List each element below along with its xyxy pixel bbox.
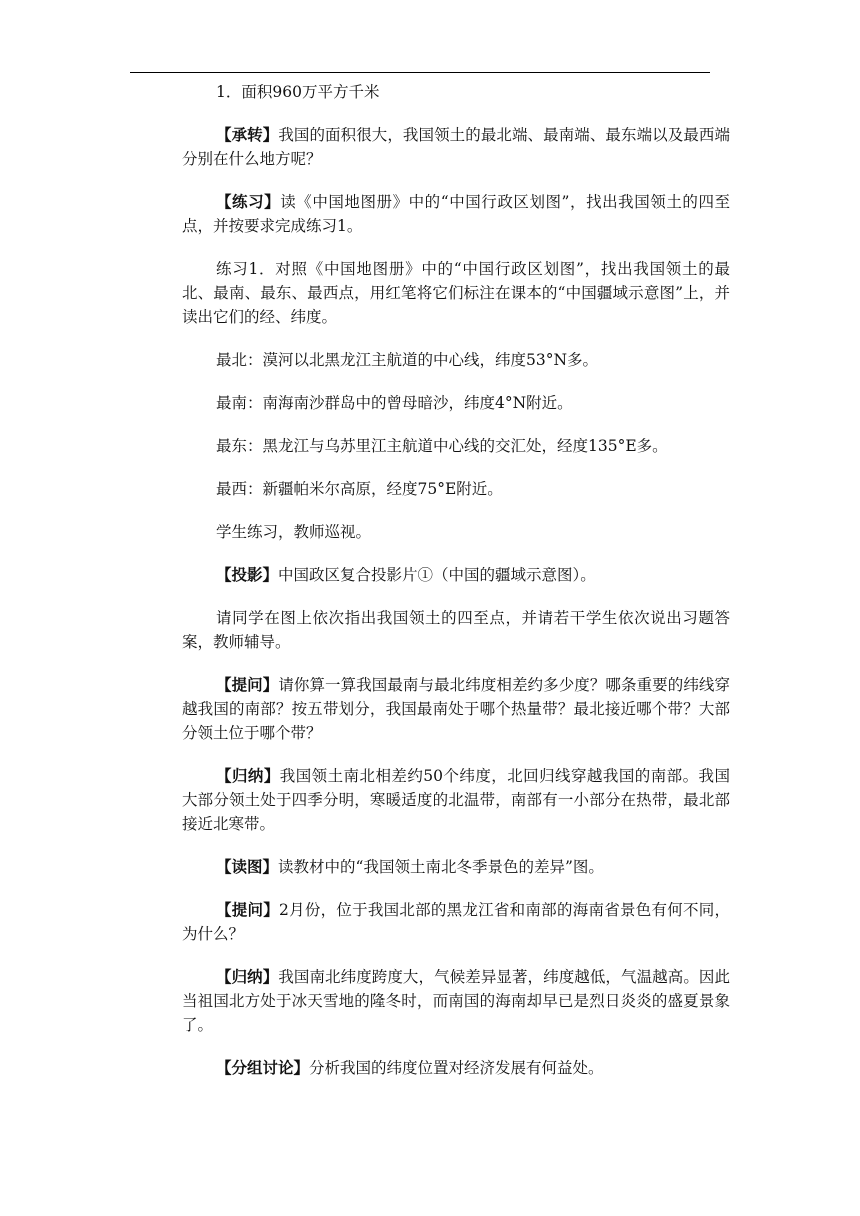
paragraph-text: 最北：漠河以北黑龙江主航道的中心线，纬度53°N多。 bbox=[216, 351, 599, 369]
paragraph-tag: 【提问】 bbox=[216, 900, 280, 919]
paragraph-student-practice bbox=[182, 520, 730, 544]
paragraph-text: 学生练习，教师巡视。 bbox=[216, 523, 372, 541]
paragraph-projection bbox=[182, 563, 730, 587]
paragraph-tag: 【提问】 bbox=[216, 675, 279, 694]
paragraph-tag: 【投影】 bbox=[216, 565, 279, 584]
paragraph-southmost bbox=[182, 391, 730, 415]
paragraph-area bbox=[182, 80, 730, 104]
paragraph-northmost bbox=[182, 348, 730, 372]
paragraph-question-latitude bbox=[182, 673, 730, 745]
document-body bbox=[182, 80, 730, 1099]
paragraph-group-discussion bbox=[182, 1056, 730, 1080]
paragraph-text: 读《中国地图册》中的“中国行政区划图”，找出我国领土的四至点，并按要求完成练习1。 bbox=[182, 193, 730, 235]
paragraph-summary-latitude bbox=[182, 764, 730, 836]
paragraph-tag: 【分组讨论】 bbox=[216, 1058, 310, 1077]
paragraph-practice bbox=[182, 190, 730, 238]
paragraph-tag: 【承转】 bbox=[216, 125, 279, 144]
paragraph-summary-climate bbox=[182, 965, 730, 1037]
paragraph-tag: 【练习】 bbox=[216, 192, 281, 211]
paragraph-text: 我国的面积很大，我国领土的最北端、最南端、最东端以及最西端分别在什么地方呢？ bbox=[182, 126, 730, 168]
paragraph-read-map bbox=[182, 855, 730, 879]
paragraph-eastmost bbox=[182, 434, 730, 458]
paragraph-text: 最东：黑龙江与乌苏里江主航道中心线的交汇处，经度135°E多。 bbox=[216, 437, 668, 455]
paragraph-text: 1．面积960万平方千米 bbox=[216, 83, 380, 101]
paragraph-question-february bbox=[182, 898, 730, 946]
paragraph-text: 我国领土南北相差约50个纬度，北回归线穿越我国的南部。我国大部分领土处于四季分明，寒暖适度的北温带，南部有一小部分在热带，最北部接近北寒带。 bbox=[182, 767, 730, 833]
paragraph-text: 最西：新疆帕米尔高原，经度75°E附近。 bbox=[216, 480, 503, 498]
paragraph-text: 读教材中的“我国领土南北冬季景色的差异”图。 bbox=[278, 858, 604, 876]
paragraph-point-out bbox=[182, 606, 730, 654]
paragraph-exercise-1 bbox=[182, 257, 730, 329]
paragraph-text: 分析我国的纬度位置对经济发展有何益处。 bbox=[309, 1059, 604, 1077]
paragraph-text: 请同学在图上依次指出我国领土的四至点，并请若干学生依次说出习题答案，教师辅导。 bbox=[182, 609, 730, 651]
paragraph-text: 练习1．对照《中国地图册》中的“中国行政区划图”，找出我国领土的最北、最南、最东、最西点，用红笔将它们标注在课本的“中国疆域示意图”上，并读出它们的经、纬度。 bbox=[182, 260, 730, 326]
paragraph-westmost bbox=[182, 477, 730, 501]
paragraph-text: 中国政区复合投影片①（中国的疆域示意图）。 bbox=[278, 566, 596, 584]
paragraph-text: 我国南北纬度跨度大，气候差异显著，纬度越低，气温越高。因此当祖国北方处于冰天雪地的隆冬时，而南国的海南却早已是烈日炎炎的盛夏景象了。 bbox=[182, 968, 730, 1034]
paragraph-transition bbox=[182, 123, 730, 171]
paragraph-text: 2月份，位于我国北部的黑龙江省和南部的海南省景色有何不同，为什么？ bbox=[182, 901, 730, 943]
header-rule bbox=[130, 72, 710, 73]
paragraph-text: 最南：南海南沙群岛中的曾母暗沙，纬度4°N附近。 bbox=[216, 394, 573, 412]
paragraph-text: 请你算一算我国最南与最北纬度相差约多少度？哪条重要的纬线穿越我国的南部？按五带划分，我国最南处于哪个热量带？最北接近哪个带？大部分领土位于哪个带？ bbox=[182, 676, 730, 742]
paragraph-tag: 【归纳】 bbox=[216, 967, 279, 986]
paragraph-tag: 【读图】 bbox=[216, 857, 279, 876]
paragraph-tag: 【归纳】 bbox=[216, 766, 280, 785]
